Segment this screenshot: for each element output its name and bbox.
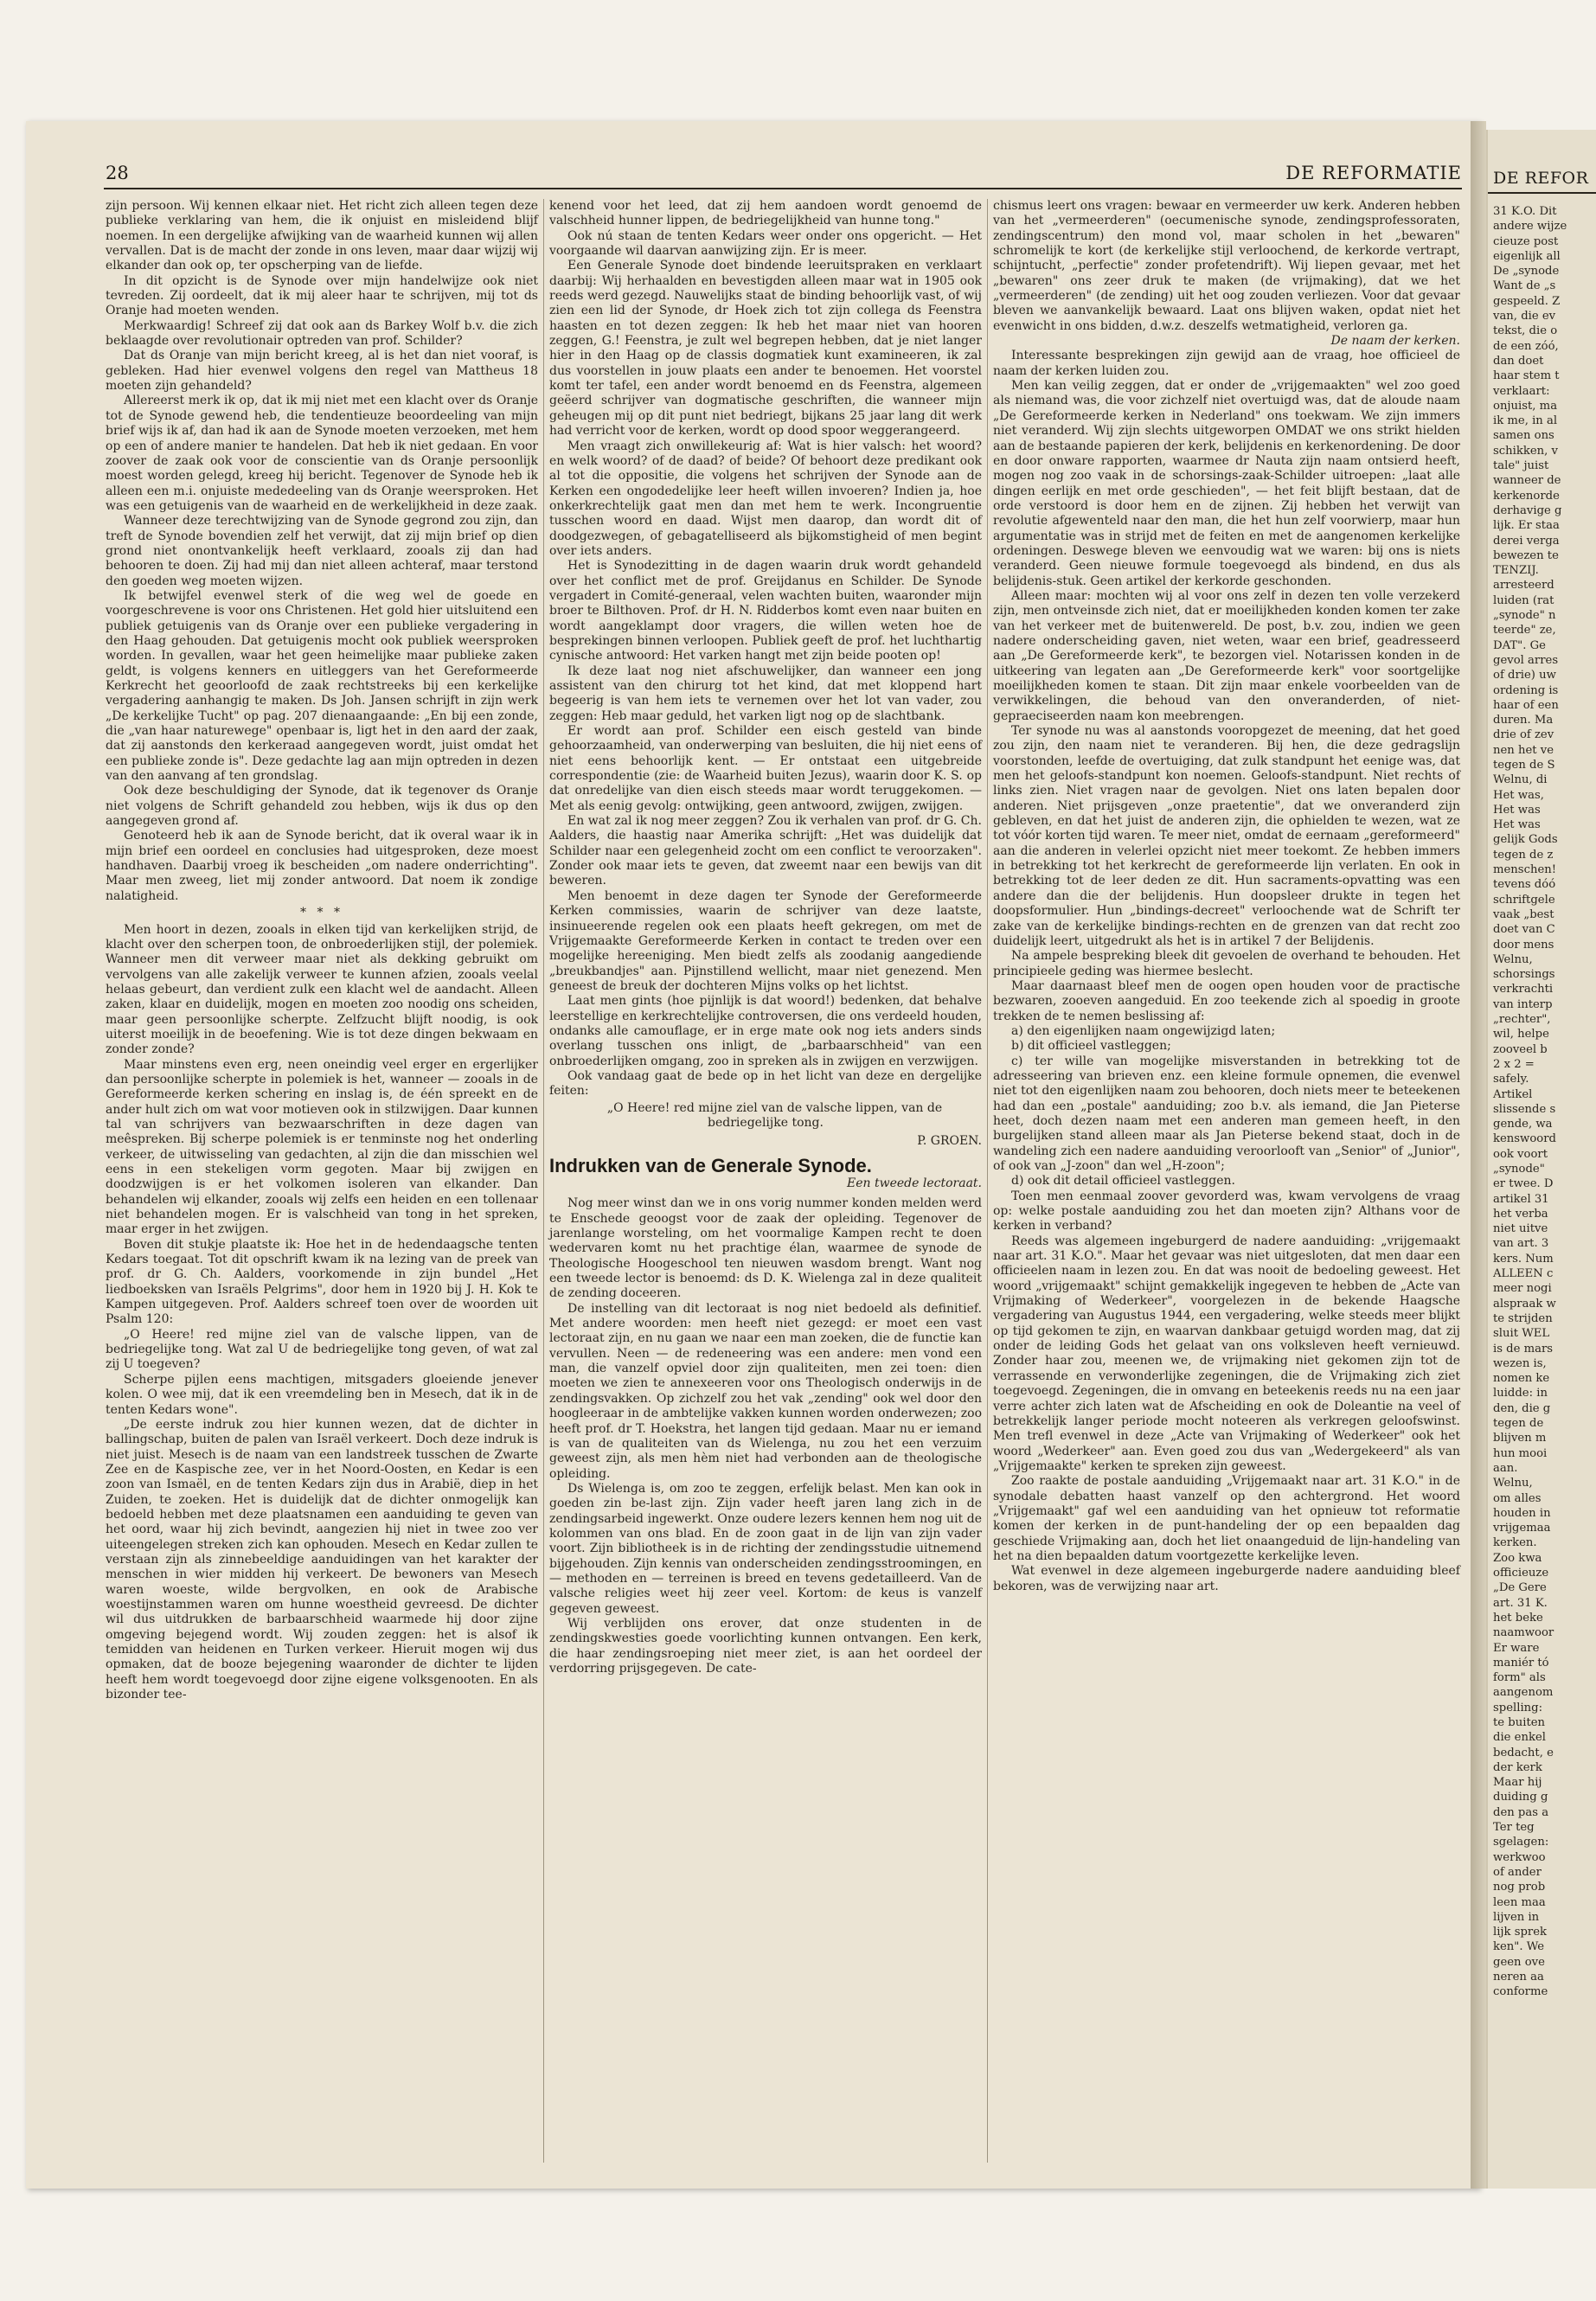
paragraph: Ter synode nu was al aanstonds vooropgezet de meening, dat het goed zou zijn, den naam niet te veranderen. Bij hen, die deze gedragslijn voorstonden, leefde de overtuiging, dat zulk standpunt het eenige was, dat men het geloofs-standpunt kon noemen. Geloofs-standpunt. Niet rechts of links zien. Niet vragen naar de gevolgen. Niet ons laten bepalen door anderen. Niet prijsgeven „onze praetentie", dat we onveranderd zijn gebleven, en dat het juist de anderen zijn, die ophielden te wezen, wat ze tot vóór korten tijd waren. Te meer niet, omdat de eernaam „gereformeerd" aan die anderen in velerlei opzicht niet meer toekomt. Ze hebben immers in betrekking tot het kerkrecht de gereformeerde lijn verlaten. En ook in betrekking tot de leer deden ze dit. Hun sacraments-opvatting was een andere dan die der belijdenis. Hun doopsleer drukte in tegen het doopsformulier. Hun „bindings-decreet" verloochende wat de Schrift ter zake van de kerkelijke bindings-rechten en de grenzen van dat recht zoo duidelijk leert, uitgedrukt als het is in artikel 7 der Belijdenis. — [993, 724, 1460, 948]
next-page-fragment — [1486, 130, 1596, 2189]
next-page-running-head: DE REFOR — [1493, 169, 1589, 188]
quote-verse: „O Heere! red mijne ziel van de valsche lippen, van de bedriegelijke tong. Wat zal U de bedriegelijke tong geven, of wat zal zij U toegeven? — [106, 1327, 538, 1372]
column-separator — [987, 199, 988, 2163]
paragraph: Reeds was algemeen ingeburgerd de nadere aanduiding: „vrijgemaakt naar art. 31 K.O.". Maar het gevaar was niet uitgesloten, dat men daar een officieelen naam in lezen zou. En dat was nooit de bedoeling geweest. Het woord „vrijgemaakt" schijnt gemakkelijk ingegeven te hebben de „Acte van Vrijmaking of Wederkeer", voorgelezen in de bekende Haagsche vergadering van Augustus 1944, een vergadering, welke steeds meer blijkt op tijd gekomen te zijn, en waarvan dankbaar getuigd worden mag, dat zij onder de leiding Gods het gelaat van ons volksleven heeft vernieuwd. Zonder haar zou, meenen we, de vrijmaking niet gekomen zijn tot de verrassende en verwonderlijke zegeningen, die de Vrijmaking zich ziet toegevoegd. Zegeningen, die in omvang en beteekenis reeds nu na een jaar verre achter zich laten wat de Afscheiding en ook de Doleantie na veel of betrekkelijk langer periode mocht noteeren als verkregen geloofswinst. Men trefl evenwel in deze „Acte van Vrijmaking of Wederkeer" ook het woord „Wederkeer" aan. Even goed zou dus van „Wedergekeerd" als van „Vrijgemaakte" kerken te spreken zijn geweest. — [993, 1234, 1460, 1473]
author-signature: P. GROEN. — [917, 1134, 982, 1149]
paragraph: Ds Wielenga is, om zoo te zeggen, erfelijk belast. Men kan ook in goeden zin be-last zijn. Zijn vader heeft jaren lang zich in de zendingsarbeid ingewerkt. Onze oudere lezers kennen hem nog uit de kolommen van ons blad. En de zoon gaat in de lijn van zijn vader voort. Zijn bibliotheek is in de richting der zendingsstudie uitnemend bijgehouden. Zijn kennis van onderscheiden zendingsstroomingen, en — methoden en — terreinen is breed en tevens gedetailleerd. Van de valsche religies weet hij zeer veel. Kortom: de keus is vanzelf gegeven geweest. — [549, 1481, 982, 1616]
paragraph: Men benoemt in deze dagen ter Synode der Gereformeerde Kerken commissies, waarin de schrijver van deze laatste, insinueerende regelen ook een plaats heeft gekregen, om met de Vrijgemaakte Gereformeerde Kerken in contact te treden over een mogelijke hereeniging. Men biedt zelfs als zoodanig aangediende „breukbandjes" aan. Pijnstillend wellicht, maar niet genezend. Men geneest de breuk der dochteren Mijns volks op het lichtst. — [549, 888, 982, 993]
paragraph: Interessante besprekingen zijn gewijd aan de vraag, hoe officieel de naam der kerken luiden zou. — [993, 349, 1460, 378]
paragraph: Er wordt aan prof. Schilder een eisch gesteld van binde gehoorzaamheid, van onderwerping van besluiten, die hij niet eens of niet eens behoorlijk kent. — Er ontstaat een uitgebreide correspondentie (zie: de Waarheid buiten Jezus), waarin door K. S. op dat onredelijke van dien eisch steeds maar wordt teruggekomen. — Met als eenig gevolg: ontwijking, geen antwoord, zwijgen, zwijgen. — [549, 724, 982, 813]
quote-verse: Scherpe pijlen eens machtigen, mitsgaders gloeiende jenever kolen. O wee mij, dat ik een vreemdeling ben in Mesech, dat ik in de tenten Kedars wone". — [106, 1372, 538, 1417]
section-break-stars: * * * — [300, 906, 343, 920]
paragraph: En wat zal ik nog meer zeggen? Zou ik verhalen van prof. dr G. Ch. Aalders, die haastig naar Amerika schrijft: „Het was duidelijk dat Schilder naar een gelegenheid zocht om een conflict te veroorzaken". Zonder ook maar iets te geven, dat zweemt naar een bewijs van dit beweren. — [549, 814, 982, 888]
paragraph: Dat ds Oranje van mijn bericht kreeg, al is het dan niet vooraf, is gebleken. Had hier evenwel volgens den regel van Mattheus 18 moeten zijn gehandeld? — [106, 349, 538, 394]
page-number: 28 — [106, 163, 129, 183]
paragraph: In dit opzicht is de Synode over mijn handelwijze ook niet tevreden. Zij oordeelt, dat ik mij aleer haar te schrijven, mij tot ds Oranje had moeten wenden. — [106, 273, 538, 318]
list-item: d) ook dit detail officieel vastleggen. — [1011, 1174, 1235, 1189]
paragraph: Maar daarnaast bleef men de oogen open houden voor de practische bezwaren, zooeven aangeduid. En zoo teekende zich al spoedig in groote trekken de te nemen beslissing af: — [993, 978, 1460, 1023]
paragraph: Boven dit stukje plaatste ik: Hoe het in de hedendaagsche tenten Kedars toegaat. Tot dit opschrift kwam ik na lezing van de preek van prof. dr G. Ch. Aalders, voorkomende in zijn bundel „Het liedboeksken van Israëls Pelgrims", door hem in 1920 bij J. H. Kok te Kampen uitgegeven. Prof. Aalders schreef toen over de woorden uit Psalm 120: — [106, 1237, 538, 1327]
paragraph: Toen men eenmaal zoover gevorderd was, kwam vervolgens de vraag op: welke postale aanduiding zou het dan moeten zijn? Althans voor de kerken in verband? — [993, 1189, 1460, 1234]
paragraph: Een Generale Synode doet bindende leeruitspraken en verklaart daarbij: Wij herhaalden en bevestigden alleen maar wat in 1905 ook reeds werd gezegd. Nauwelijks staat de binding behoorlijk vast, of wij zien een lid der Synode, dr Hoek zich tot zijn collega ds Feenstra haasten en tot dezen zeggen: Ik heb het maar niet van hooren zeggen, G.! Feenstra, je zult wel begrepen hebben, dat je niet langer hier in den Haag op de classis dogmatiek kunt examineeren, ik zal dus voorstellen in jouw plaats een ander te benoemen. Het voorstel komt ter tafel, een ander wordt benoemd en ds Feenstra, algemeen geëerd schrijver van dogmatische geschriften, die wanneer mijn geheugen mij op dit punt niet bedriegt, bijkans 25 jaar lang dit werk had verricht voor de kerken, wordt op dood spoor weggerangeerd. — [549, 259, 982, 439]
paragraph: Genoteerd heb ik aan de Synode bericht, dat ik overal waar ik in mijn brief een oordeel en conclusies had uitgesproken, deze moest handhaven. Daarbij vroeg ik bescheiden „om nadere onderrichting". Maar men zweeg, liet mij zonder antwoord. Dat noem ik zondige nalatigheid. — [106, 829, 538, 903]
paragraph: kenend voor het leed, dat zij hem aandoen wordt genoemd de valschheid hunner lippen, de bedriegelijkheid van hunne tong." — [549, 199, 982, 228]
paragraph: Wanneer deze terechtwijzing van de Synode gegrond zou zijn, dan treft de Synode bovendien zelf het verwijt, dat zij mijn brief op dien grond niet onontvankelijk heeft verklaard, zooals zij dan had behooren te doen. Zij had mij dan niet alleen achteraf, maar terstond den goeden weg moeten wijzen. — [106, 514, 538, 588]
paragraph: Men kan veilig zeggen, dat er onder de „vrijgemaakten" wel zoo goed als niemand was, die voor zichzelf niet overtuigd was, dat de aloude naam „De Gereformeerde kerken in Nederland" ons toekwam. We zijn immers niet veranderd. Wij zijn slechts uitgeworpen OMDAT we ons strikt hielden aan de bestaande papieren der kerk, belijdenis en kerkenordening. De door en door onware rapporten, waarmee dr Nauta zijn naam ontsierd heeft, mogen nog zoo vaak in de schorsings-zaak-Schilder uitroepen: „laat alle dingen eerlijk en met orde geschieden", — het feit blijft bestaan, dat de orde verstoord is door hem en de zijnen. Zij hebben het verwijt van revolutie afgewenteld naar den man, die het hun zelf voorwierp, maar hun argumentatie was in strijd met de feiten en met de aangenomen kerkelijke ordeningen. Deswege bleven we eenvoudig wat we waren: bij ons is niets veranderd. Geen nieuwe formule toegevoegd als bindend, en dus als belijdenis-stuk. Geen artikel der kerkorde geschonden. — [993, 379, 1460, 588]
paragraph: De instelling van dit lectoraat is nog niet bedoeld als definitief. Met andere woorden: men heeft niet gezegd: er moet een vast lectoraat zijn, en nu gaan we naar een man zoeken, die de functie kan vervullen. Neen — de redeneering was een andere: men vond een man, die vanzelf opviel door zijn qualiteiten, men zei toen: dien moeten we zien te annexeeren voor ons Theologisch onderwijs in de zendingsvakken. Op zichzelf zou het vak „zending" ook wel door den hoogleeraar in de ambtelijke vakken kunnen worden onderwezen; zoo heeft prof. dr T. Hoekstra, het langen tijd gedaan. Maar nu er iemand is van de qualiteiten van ds Wielenga, nu zou het een verzuim geweest zijn, als men hèm niet had verbonden aan de theologische opleiding. — [549, 1301, 982, 1481]
paragraph: Merkwaardig! Schreef zij dat ook aan ds Barkey Wolf b.v. die zich beklaagde over revolutionair optreden van prof. Schilder? — [106, 318, 538, 349]
paragraph: Wij verblijden ons erover, dat onze studenten in de zendingskwesties goede voorlichting kunnen ontvangen. Een kerk, die haar zendingsroeping niet meer ziet, is aan het oordeel der verdorring prijsgegeven. De cate- — [549, 1616, 982, 1676]
paragraph: „De eerste indruk zou hier kunnen wezen, dat de dichter in ballingschap, buiten de palen van Israël verkeert. Doch deze indruk is niet juist. Mesech is de naam van een landstreek tusschen de Zwarte Zee en de Kaspische zee, ver in het Noord-Oosten, en Kedar is een zoon van Ismaël, en de tenten Kedars zijn dus in Arabië, diep in het Zuiden, te zoeken. Het is duidelijk dat de dichter onmogelijk kan bedoeld hebben met deze plaatsnamen een aanduiding te geven van het oord, waar hij zich bevindt, aangezien hij niet in twee zoo ver uiteengelegen streken zich kan ophouden. Mesech en Kedar zullen te verstaan zijn als zinnebeeldige aanduidingen van het karakter der menschen in wier midden hij verkeert. De bewoners van Mesech waren woeste, wilde bergvolken, en ook de Arabische woestijnstammen waren om hunne woestheid gevreesd. De dichter wil dus uitdrukken de barbaarschheid waarmede hij door zijne omgeving bejegend wordt. Wij zouden zeggen: het is alsof ik temidden van heidenen en Turken verkeer. Hieruit mogen wij dus opmaken, dat de booze bejegening waaronder de dichter te lijden heeft hem wordt toegevoegd door zijne eigene volksgenooten. En als bizonder tee- — [106, 1417, 538, 1702]
article-title: Indrukken van de Generale Synode. — [549, 1154, 872, 1176]
list-item: c) ter wille van mogelijke misverstanden in betrekking tot de adresseering van brieven enz. een kleine formule opnemen, die evenwel niet tot den eigenlijken naam zou behooren, doch niets meer te beteekenen had dan een „postale" aanduiding; zoo b.v. als iemand, die Jan Pieterse heet, doch dezen naam met een anderen man gemeen heeft, in den burgelijken stand alleen maar als Jan Pieterse bekend staat, doch in de wandeling zich een nadere aanduiding veroorlooft van „Senior" of „Junior", of ook van „J-zoon" dan wel „H-zoon"; — [993, 1054, 1460, 1173]
paragraph: Men vraagt zich onwillekeurig af: Wat is hier valsch: het woord? en welk woord? of de daad? of beide? Of behoort deze predikant ook al tot die oppositie, die volgens het schrijven der Synode aan de Kerken een ongodedelijke leer heeft willen invoeren? Indien ja, hoe onkerkrechtelijk gaat men dan met hem te werk. Incongruentie tusschen woord en daad. Wijst men daarop, dan wordt dit of doodgezwegen, of gebagatelliseerd als bijkomstigheid of men begint over iets anders. — [549, 439, 982, 558]
paragraph: Ik deze laat nog niet afschuwelijker, dan wanneer een jong assistent van den chirurg tot het kind, dat met kloppend hart begeerig is van hem iets te vernemen over het lot van vader, zou zeggen: Heb maar geduld, het varken ligt nog op de slachtbank. — [549, 663, 982, 723]
paragraph: Allereerst merk ik op, dat ik mij niet met een klacht over ds Oranje tot de Synode gewend heb, die tendentieuze beoordeeling van mijn brief wijs ik af, dan had ik aan de Synode moeten verzoeken, met hem op een of andere manier te handelen. Dat heb ik niet gedaan. En voor zoover de zaak ook voor de conscientie van ds Oranje persoonlijk moest worden gelegd, kreeg hij bericht. Tegenover de Synode heb ik alleen een m.i. onjuiste mededeeling van ds Oranje weersproken. Het was een getuigenis van de waarheid en de werkelijkheid in deze zaak. — [106, 394, 538, 513]
article-subtitle: Een tweede lectoraat. — [847, 1176, 982, 1190]
column-3 — [993, 199, 1460, 1594]
paragraph: Het is Synodezitting in de dagen waarin druk wordt gehandeld over het conflict met de prof. Greijdanus en Schilder. De Synode vergadert in Comité-generaal, velen wachten buiten, waaronder mijn broer te Bilthoven. Prof. dr H. N. Ridderbos komt even naar buiten en wordt aangeklampt door vragers, die willen weten hoe de besprekingen binnen verloopen. Publiek geeft de prof. het luchthartig cynische antwoord: Het varken hangt met zijn beide pooten op! — [549, 559, 982, 663]
paragraph: Nog meer winst dan we in ons vorig nummer konden melden werd te Enschede geoogst voor de zaak der opleiding. Tegenover de jarenlange worsteling, om het voormalige Kampen recht te doen wedervaren komt nu het prachtige élan, waarmee de synode de Theologische Hoogeschool ten nieuwen wasdom brengt. Want nog een tweede lector is benoemd: ds D. K. Wielenga zal in deze qualiteit de zending doceeren. — [549, 1196, 982, 1301]
list-item: a) den eigenlijken naam ongewijzigd laten; — [1011, 1023, 1276, 1038]
paragraph: Wat evenwel in deze algemeen ingeburgerde nadere aanduiding bleef bekoren, was de verwijzing naar art. — [993, 1564, 1460, 1593]
paragraph: Ook nú staan de tenten Kedars weer onder ons opgericht. — Het voorgaande wil daarvan aanwijzing zijn. Er is meer. — [549, 228, 982, 259]
paragraph: Na ampele bespreking bleek dit gevoelen de overhand te behouden. Het principieele geding was hiermee beslecht. — [993, 949, 1460, 978]
paragraph: Alleen maar: mochten wij al voor ons zelf in dezen ten volle verzekerd zijn, men ontveinsde zich niet, dat er moeilijkheden konden komen ter zake van het verkeer met de buitenwereld. De post, b.v. zou, indien we geen nadere onderscheiding gaven, niet weten, waar een brief, geadresseerd aan „De Gereformeerde kerk", te bezorgen viel. Notarissen konden in de uitkeering van legaten aan „De Gereformeerde kerk" voor soortgelijke moeilijkheden komen te staan. Dit zijn maar enkele voorbeelden van de verwikkelingen, die behoud van den onveranderden, of niet-gepraeciseerden naam kon meebrengen. — [993, 588, 1460, 723]
next-page-header-rule — [1488, 192, 1596, 194]
section-heading: De naam der kerken. — [1330, 334, 1460, 349]
running-head: DE REFORMATIE — [1285, 163, 1462, 183]
paragraph: Zoo raakte de postale aanduiding „Vrijgemaakt naar art. 31 K.O." in de synodale debatten haast vanzelf op den achtergrond. Het woord „Vrijgemaakt" gaf wel een aanduiding van het opnieuw tot reformatie komen der kerken in de punt-handeling der op een bepaalden dag geschiede Vrijmaking aan, doch het liet onaangeduid de lijn-handeling van het na dien bepaalden datum voortgezette kerkelijke leven. — [993, 1474, 1460, 1563]
header-rule — [104, 188, 1462, 189]
paragraph: zijn persoon. Wij kennen elkaar niet. Het richt zich alleen tegen deze publieke verklaring van hem, die ik onjuist en misleidend blijf noemen. In een dergelijke afwijking van de waarheid kunnen wij allen vervallen. Dat is de macht der zonde in ons leven, maar daar wijzij wij elkander dan ook op, ter opscherping van de liefde. — [106, 199, 538, 273]
list-item: b) dit officieel vastleggen; — [1011, 1039, 1171, 1054]
paragraph: Men hoort in dezen, zooals in elken tijd van kerkelijken strijd, de klacht over den scherpen toon, de onbroederlijken stijl, der polemiek. Wanneer men dit verweer maar niet als dekking gebruikt om vervolgens van alle zakelijk verweer te kunnen afzien, zooals veelal helaas gebeurt, dan verdient zulk een klacht wel de aandacht. Alleen zaken, klaar en duidelijk, mogen en moeten zoo noodig ons scheiden, maar geen persoonlijke scherpte. Zelfzucht blijft noodig, is ook uiterst moeilijk in de beoefening. Wie is tot deze dingen bekwaam en zonder zonde? — [106, 922, 538, 1057]
binding-gutter — [1471, 121, 1486, 2189]
column-2 — [549, 199, 982, 1676]
paragraph: Maar minstens even erg, neen oneindig veel erger en ergerlijker dan persoonlijke scherpte in polemiek is het, wanneer — zooals in de Gereformeerde kerken schering en inslag is, de één spreekt en de ander hult zich om wat voor motieven ook in stilzwijgen. Daar kunnen tal van schrijvers van bezwaarschriften in deze dagen van meêspreken. Bij scherpe polemiek is er tenminste nog het onderling verkeer, de uitwisseling van gedachten, al zijn die dan misschien wel eens in een stekeligen vorm gegoten. Maar bij zwijgen en doodzwijgen is er het volkomen isoleren van elkander. Dan behandelen wij elkander, zooals wij zelfs een heiden en een tollenaar niet behandelen mogen. Er is valschheid van tong in het spreken, maar erger in het zwijgen. — [106, 1057, 538, 1237]
quote-verse: „O Heere! red mijne ziel van de valsche lippen, van de bedriegelijke tong. — [606, 1100, 943, 1130]
paragraph: chismus leert ons vragen: bewaar en vermeerder uw kerk. Anderen hebben van het „vermeerderen" (oecumenische synode, zendingsprofessoraten, zendingscentrum) den mond vol, maar scholen in het „bewaren" schromelijk te kort (de kerkelijke stijl verloochend, de kerkorde vertrapt, schijntucht, „perfectie" zonder profetendrift). Wij liepen gevaar, met het „bewaren" ons zeer druk te maken (de vrijmaking), dat we het „vermeerderen" (de zending) uit het oog zouden verliezen. Voor dat gevaar bleven we aanvankelijk bewaard. Laat ons blijven waken, opdat niet het evenwicht in ons bidden, d.w.z. deszelfs wetmatigheid, verloren ga. — [993, 199, 1460, 333]
column-separator — [543, 199, 544, 2163]
next-page-text: 31 K.O. Dit andere wijze cieuze post eigenlijk all De „synode Want de „s gespeeld. Z van, die ev tekst, die o de een zóó, dan doet haar stem t verklaart: onjuist, ma ik me, in al samen ons schikken, v tale" juist wanneer de kerkenorde derhavige g lijk. Er staa derei verga bewezen te TENZIJ. arresteerd luiden (rat „synode" n teerde" ze, DAT". Ge gevol arres of drie) uw ordening is haar of een duren. Ma drie of zev nen het ve tegen de S Welnu, di Het was, Het was Het was gelijk Gods tegen de z menschen! tevens dóó schriftgele vaak „best doet van C door mens Welnu, schorsings verkrachti van interp „rechter", wil, helpe zooveel b 2 x 2 = safely. Artikel slissende s gende, wa kenswoord ook voort „synode" er twee. D artikel 31 het verba niet uitve van art. 3 kers. Num ALLEEN c meer nogi alspraak w te strijden sluit WEL is de mars wezen is, nomen ke luidde: in den, die g tegen de blijven m hun mooi aan. Welnu, om alles houden in vrijgemaa kerken. Zoo kwa officieuze „De Gere art. 31 K. het beke naamwoor Er ware maniér tó form" als aangenom spelling: te buiten die enkel bedacht, e der kerk Maar hij duiding g den pas a Ter teg sgelagen: werkwoo of ander nog prob leen maa lijven in lijk sprek ken". We geen ove neren aa conforme — [1493, 205, 1567, 1999]
paragraph: Ook deze beschuldiging der Synode, dat ik tegenover ds Oranje niet volgens de Schrift gehandeld zou hebben, wijs ik dus op den aangegeven grond af. — [106, 784, 538, 829]
newspaper-page — [26, 121, 1479, 2189]
paragraph: Laat men gints (hoe pijnlijk is dat woord!) bedenken, dat behalve leerstellige en kerkrechtelijke controversen, die ons verdeeld houden, ondanks alle camouflage, er in erge mate ook nog iets anders sinds overlang tusschen ons inligt, de „barbaarschheid" van een onbroederlijken omgang, zoo in spreken als in zwijgen en verzwijgen. — [549, 994, 982, 1068]
paragraph: Ik betwijfel evenwel sterk of die weg wel de goede en voorgeschrevene is voor ons Christenen. Het gold hier uitsluitend een publiek getuigenis van ds Oranje over een publieke vergadering in den Haag gehouden. Dat getuigenis mocht ook publiek weersproken worden. In gevallen, waar het geen heimelijke maar publieke zaken geldt, is volgens kenners en uitleggers van het Gereformeerde Kerkrecht het geoorloofd de zaak rechtstreeks bij een kerkelijke vergadering aanhangig te maken. Ds Joh. Jansen schrijft in zijn werk „De kerkelijke Tucht" op pag. 207 dienaangaande: „En bij een zonde, die „van haar naturewege" openbaar is, ligt het in den aard der zaak, dat zij aanstonds den kerkeraad aangegeven wordt, juist omdat het een publieke zonde is". Deze gedachte lag aan mijn optreden in dezen van den aanvang af ten grondslag. — [106, 588, 538, 784]
paragraph: Ook vandaag gaat de bede op in het licht van deze en dergelijke feiten: — [549, 1068, 982, 1099]
column-1 — [106, 199, 538, 1702]
